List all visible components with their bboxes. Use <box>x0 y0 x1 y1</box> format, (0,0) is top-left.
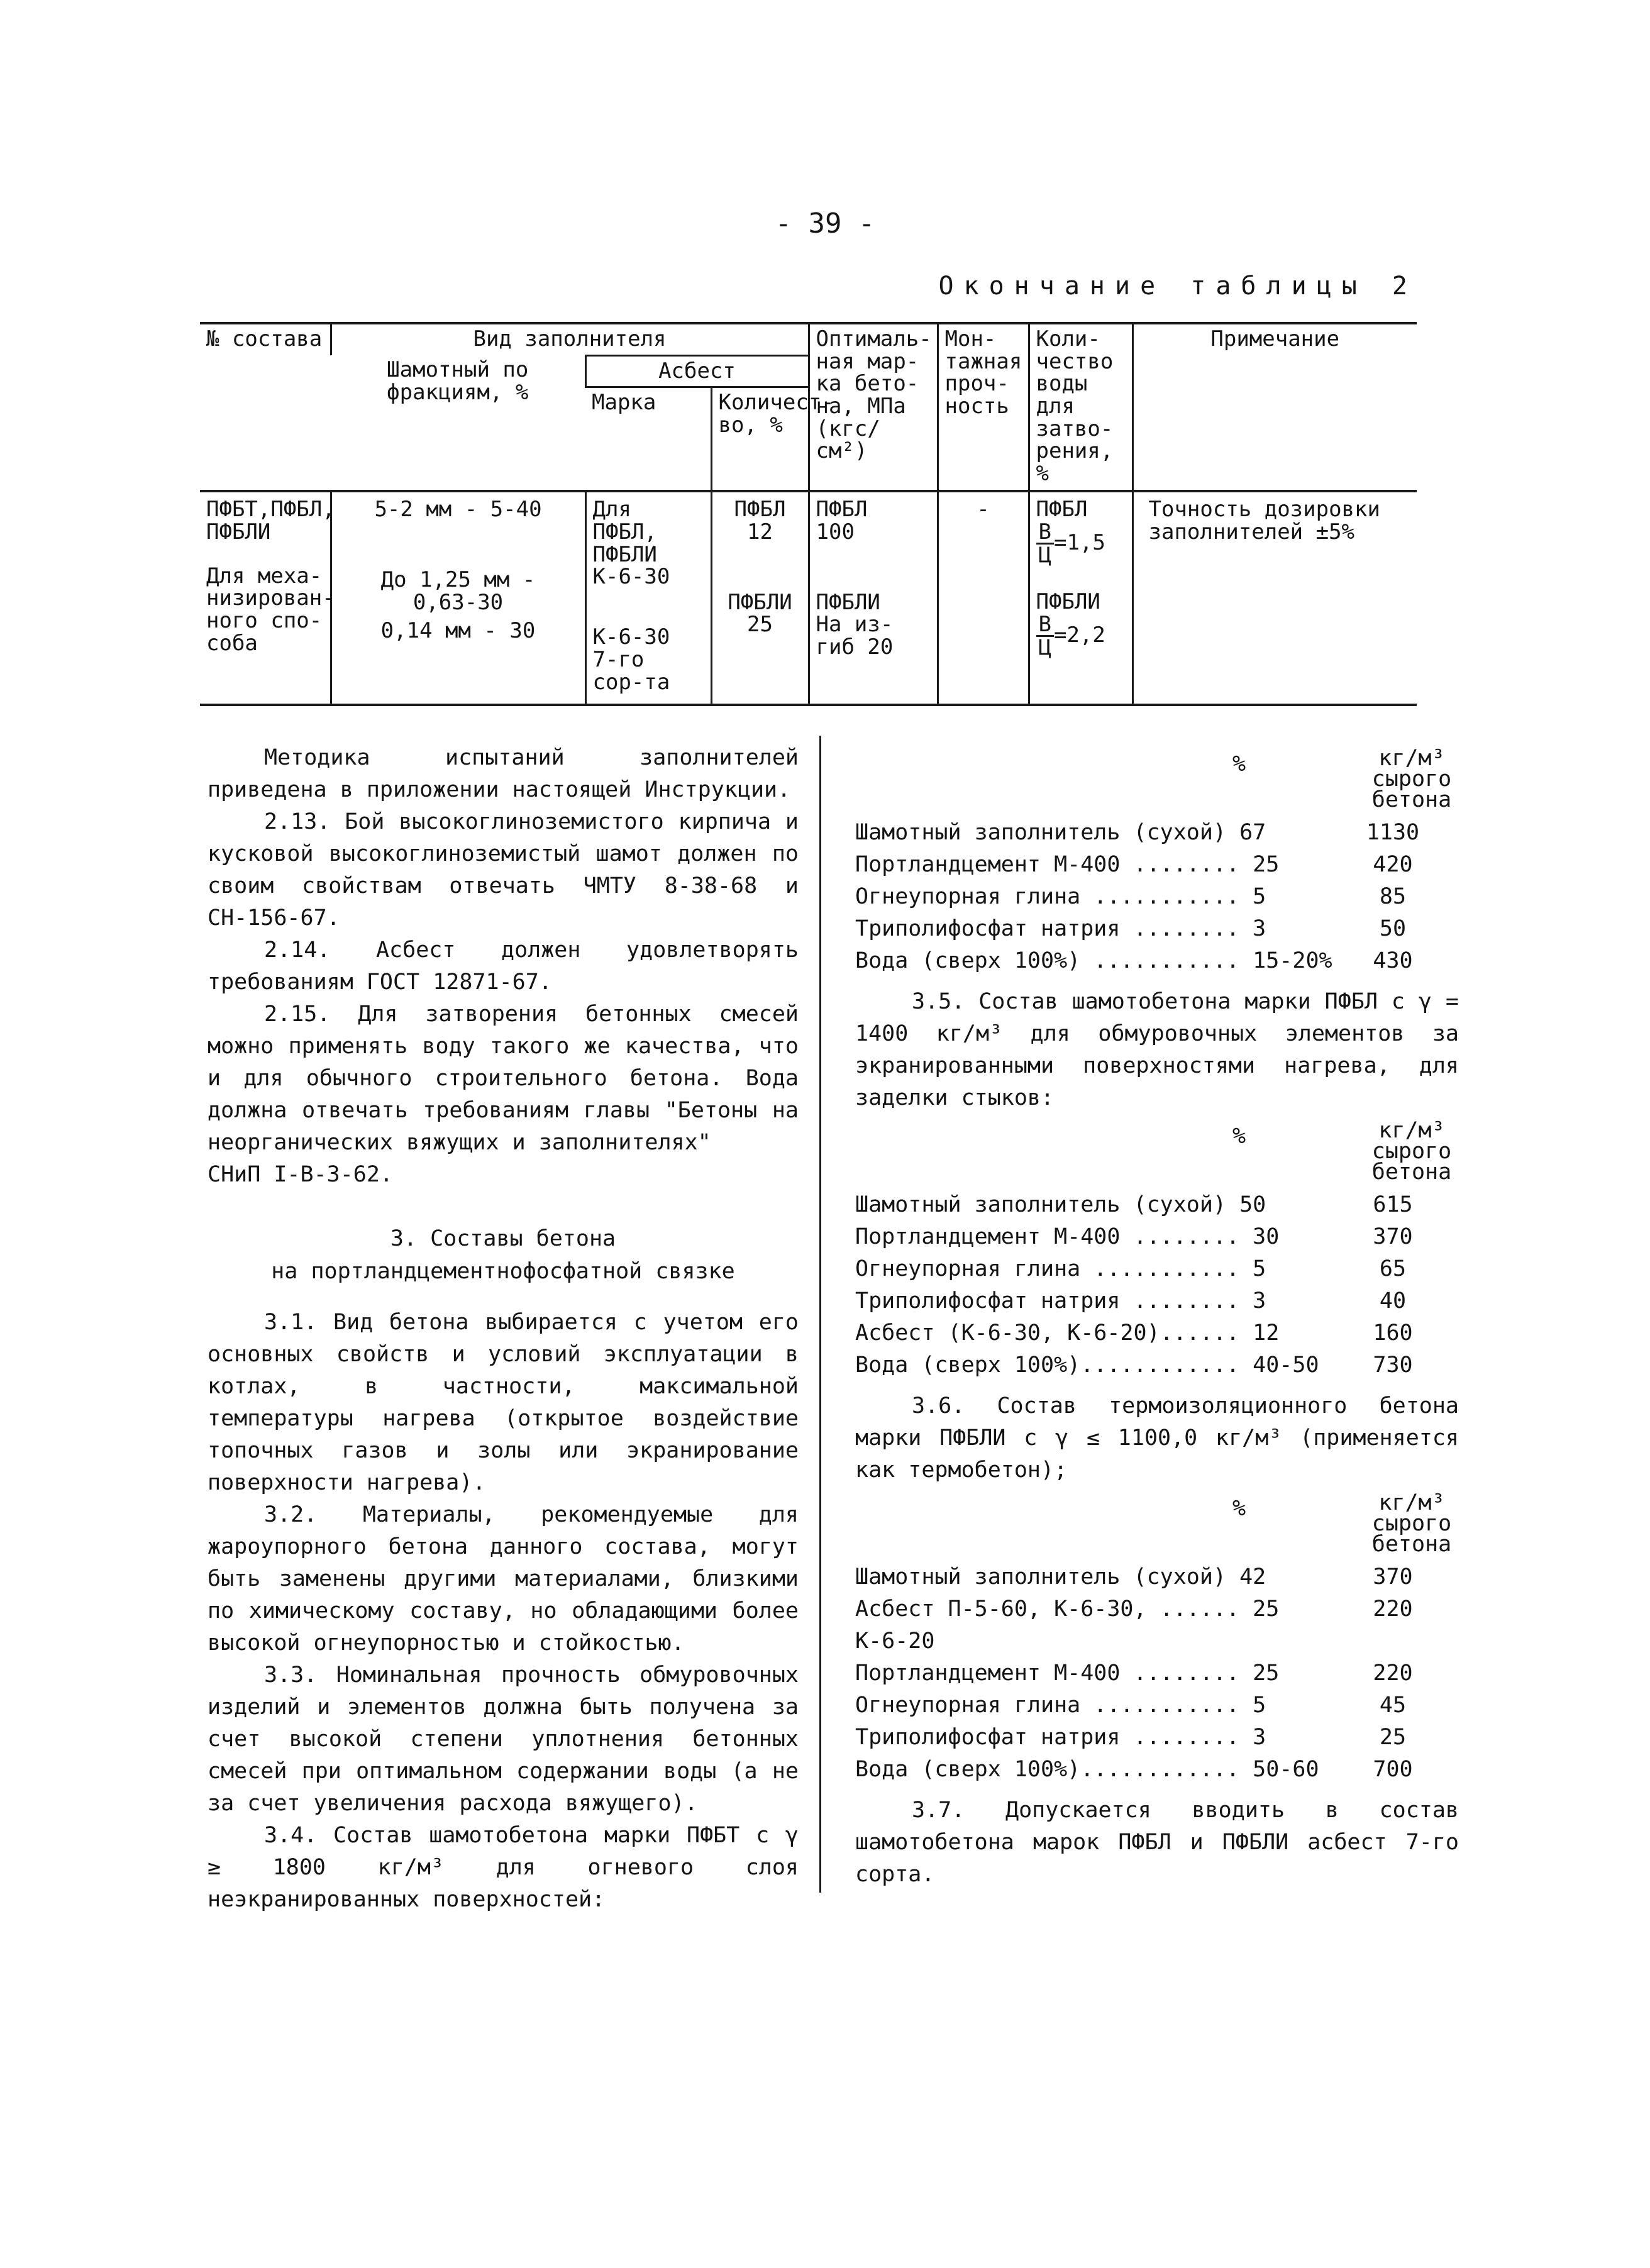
ingredient-kg: 45 <box>1379 1693 1407 1718</box>
header-filler-type: Вид заполнителя <box>331 323 809 355</box>
ingredient-kg: 50 <box>1379 916 1407 941</box>
ingredients-list-pfbt <box>855 817 1446 977</box>
column-divider <box>819 736 821 1893</box>
water-fraction-a: $\frac{В}{Ц}$ <box>1036 521 1054 566</box>
ingredient-kg: 220 <box>1373 1596 1413 1622</box>
water-label-b: ПФБЛИ <box>1036 589 1100 615</box>
water-ratio-a <box>1036 521 1126 566</box>
optimal-grade-1: ПФБЛ 100 <box>816 497 868 545</box>
header-percent: % <box>1232 1124 1246 1149</box>
ingredient-name: Триполифосфат натрия ........ 3 <box>855 916 1266 941</box>
ingredients-list-pfbli <box>855 1561 1446 1786</box>
header-note: Примечание <box>1132 323 1417 491</box>
cell-composition <box>200 491 335 705</box>
ingredient-row <box>855 1593 1446 1657</box>
page-number: - 39 - <box>775 207 875 240</box>
paragraph-3-6: 3.6. Состав термоизоляционного бетона марки ПФБЛИ с γ ≤ 1100,0 кг/м³ (применяется как термобетон); <box>855 1393 1459 1483</box>
header-asbestos: Асбест <box>585 355 809 387</box>
paragraph-3-7: 3.7. Допускается вводить в состав шамотобетона марок ПФБЛ и ПФБЛИ асбест 7-го сорта. <box>855 1798 1459 1887</box>
chamotte-fraction-1: 5-2 мм - 5-40 <box>374 497 542 523</box>
left-column <box>208 742 799 1916</box>
paragraph-3-5: 3.5. Состав шамотобетона марки ПФБЛ с γ = 1400 кг/м³ для обмуровочных элементов за экранированными поверхностями нагрева, для заделки стыков: <box>855 989 1459 1110</box>
asbestos-quantity-1: ПФБЛ 12 <box>734 497 786 545</box>
water-fraction-b: $\frac{В}{Ц}$ <box>1036 614 1054 658</box>
ingredient-name: Портландцемент М-400 ........ 30 <box>855 1224 1280 1249</box>
ingredient-kg: 220 <box>1373 1661 1413 1686</box>
header-installation-strength: Мон-тажная проч-ность <box>938 323 1029 491</box>
optimal-grade-2: ПФБЛИ На из-гиб 20 <box>816 589 894 660</box>
cell-optimal-grade <box>809 491 938 705</box>
ingredient-row <box>855 1189 1446 1221</box>
header-percent: % <box>1232 1496 1246 1521</box>
ingredients-header-2 <box>855 1120 1459 1183</box>
ingredient-row <box>855 1349 1446 1381</box>
ingredient-name: Портландцемент М-400 ........ 25 <box>855 852 1280 877</box>
ingredient-kg: 160 <box>1373 1320 1413 1346</box>
composition-mechanized: Для меха-низирован-ного спо-соба <box>206 563 335 656</box>
asbestos-grade-2: К-6-30 7-го сор-та <box>592 624 670 695</box>
ingredient-kg: 615 <box>1373 1192 1413 1217</box>
header-optimal-grade: Оптималь-ная мар-ка бето-на, МПа (кгс/см²) <box>809 323 938 491</box>
ingredient-kg: 65 <box>1379 1256 1407 1281</box>
ingredient-row <box>855 849 1446 881</box>
water-ratio-b <box>1036 611 1126 660</box>
ingredient-name: Вода (сверх 100%)............ 50-60 <box>855 1757 1319 1782</box>
ingredient-name: Триполифосфат натрия ........ 3 <box>855 1725 1266 1750</box>
water-label-a: ПФБЛ <box>1036 497 1088 523</box>
ingredient-row <box>855 1754 1446 1786</box>
cell-asbestos-quantity <box>711 491 809 705</box>
right-column <box>855 742 1459 1891</box>
cell-water <box>1029 491 1132 705</box>
section-title <box>208 1222 799 1288</box>
header-water-quantity: Коли-чество воды для затво-рения, % <box>1029 323 1132 491</box>
composition-table <box>200 322 1417 706</box>
water-value-a: =1,5 <box>1053 530 1105 556</box>
ingredient-name: Вода (сверх 100%)............ 40-50 <box>855 1353 1319 1378</box>
ingredient-row <box>855 1690 1446 1722</box>
ingredient-name: Триполифосфат натрия ........ 3 <box>855 1288 1266 1314</box>
asbestos-grade-1: Для ПФБЛ, ПФБЛИ К-6-30 <box>592 497 670 590</box>
ingredient-kg: 430 <box>1373 948 1413 973</box>
ingredient-name: Огнеупорная глина ........... 5 <box>855 1693 1266 1718</box>
cell-installation-strength: - <box>938 491 1029 705</box>
ingredient-row <box>855 1657 1446 1690</box>
paragraph-2-13: 2.13. Бой высокоглиноземистого кирпича и кусковой высокоглиноземистый шамот должен по своим свойствам отвечать ЧМТУ 8-38-68 и СН-156-67. <box>208 809 799 931</box>
ingredient-name: Вода (сверх 100%) ........... 15-20% <box>855 948 1332 973</box>
ingredients-header-1 <box>855 748 1459 810</box>
ingredients-list-pfbl <box>855 1189 1446 1381</box>
ingredient-kg: 420 <box>1373 852 1413 877</box>
composition-names: ПФБТ,ПФБЛ, ПФБЛИ <box>206 497 335 545</box>
paragraph-methodology: Методика испытаний заполнителей приведена в приложении настоящей Инструкции. <box>208 745 799 802</box>
paragraph-3-3: 3.3. Номинальная прочность обмуровочных изделий и элементов должна быть получена за счет высокой степени уплотнения бетонных смесей при оптимальном содержании воды (а не за счет увеличения расхода вяжущего). <box>208 1662 799 1816</box>
header-unit: кг/м³ сырого бетона <box>1371 1118 1452 1185</box>
ingredient-kg: 25 <box>1379 1725 1407 1750</box>
section-title-line-2: на портландцементнофосфатной связке <box>271 1259 735 1284</box>
header-composition-no: № состава <box>200 323 331 491</box>
chamotte-fraction-2: До 1,25 мм - 0,63-30 <box>380 567 536 615</box>
cell-chamotte <box>331 491 585 705</box>
ingredient-name: Шамотный заполнитель (сухой) 50 <box>855 1192 1266 1217</box>
ingredient-kg: 40 <box>1379 1288 1407 1314</box>
paragraph-3-2: 3.2. Материалы, рекомендуемые для жароупорного бетона данного состава, могут быть заменены другими материалами, близкими по химическому составу, но обладающими более высокой огнеупорностью и стойкостью. <box>208 1502 799 1656</box>
ingredients-header-3 <box>855 1490 1459 1557</box>
header-chamotte-fractions: Шамотный по фракциям, % <box>387 357 529 405</box>
paragraph-2-15: 2.15. Для затворения бетонных смесей можно применять воду такого же качества, что и для обычного строительного бетона. Вода должна отвечать требованиям главы "Бетоны на неорганических вяжущих и заполнителях" <box>208 1002 799 1155</box>
ingredient-kg: 700 <box>1373 1757 1413 1782</box>
ingredient-kg: 730 <box>1373 1353 1413 1378</box>
cell-asbestos-grade <box>585 491 711 705</box>
ingredient-kg: 370 <box>1373 1564 1413 1590</box>
cell-note: Точность дозировки заполнителей ±5% <box>1132 491 1417 705</box>
ingredient-name: Огнеупорная глина ........... 5 <box>855 884 1266 909</box>
water-value-b: =2,2 <box>1053 622 1105 648</box>
ingredient-name: Портландцемент М-400 ........ 25 <box>855 1661 1280 1686</box>
ingredient-kg: 85 <box>1379 884 1407 909</box>
ingredient-row <box>855 1561 1446 1593</box>
ingredient-kg: 1130 <box>1366 820 1420 845</box>
ingredient-name: Шамотный заполнитель (сухой) 42 <box>855 1564 1266 1590</box>
ingredient-row <box>855 913 1446 945</box>
ingredient-name: Огнеупорная глина ........... 5 <box>855 1256 1266 1281</box>
ingredient-name: Шамотный заполнитель (сухой) 67 <box>855 820 1266 845</box>
paragraph-2-14: 2.14. Асбест должен удовлетворять требованиям ГОСТ 12871-67. <box>208 938 799 995</box>
ingredient-row <box>855 1221 1446 1253</box>
header-unit: кг/м³ сырого бетона <box>1371 1490 1452 1557</box>
ingredient-name: Асбест П-5-60, К-6-30, ...... 25 К-6-20 <box>855 1596 1280 1654</box>
paragraph-3-1: 3.1. Вид бетона выбирается с учетом его основных свойств и условий эксплуатации в котлах, в частности, максимальной температуры нагрева (открытое воздействие топочных газов и золы или экранирование поверхности нагрева). <box>208 1310 799 1495</box>
header-asbestos-quantity: Количест-во, % <box>711 387 809 492</box>
ingredient-row <box>855 881 1446 913</box>
header-asbestos-grade: Марка <box>585 387 711 492</box>
paragraph-3-4: 3.4. Состав шамотобетона марки ПФБТ с γ ≥ 1800 кг/м³ для огневого слоя неэкранированных поверхностей: <box>208 1823 799 1912</box>
asbestos-quantity-2: ПФБЛИ 25 <box>728 589 792 638</box>
chamotte-fraction-3: 0,14 мм - 30 <box>380 618 536 644</box>
table-caption: Окончание таблицы 2 <box>938 272 1417 301</box>
ingredient-row <box>855 1722 1446 1754</box>
header-percent: % <box>1232 751 1246 777</box>
ingredient-row <box>855 817 1446 849</box>
header-unit: кг/м³ сырого бетона <box>1371 746 1452 812</box>
section-title-line-1: 3. Составы бетона <box>390 1226 616 1251</box>
ingredient-kg: 370 <box>1373 1224 1413 1249</box>
ingredient-row <box>855 945 1446 977</box>
paragraph-2-15-tail: СНиП I-В-3-62. <box>208 1162 394 1187</box>
ingredient-row <box>855 1317 1446 1349</box>
ingredient-name: Асбест (К-6-30, К-6-20)...... 12 <box>855 1320 1280 1346</box>
ingredient-row <box>855 1253 1446 1285</box>
ingredient-row <box>855 1285 1446 1317</box>
